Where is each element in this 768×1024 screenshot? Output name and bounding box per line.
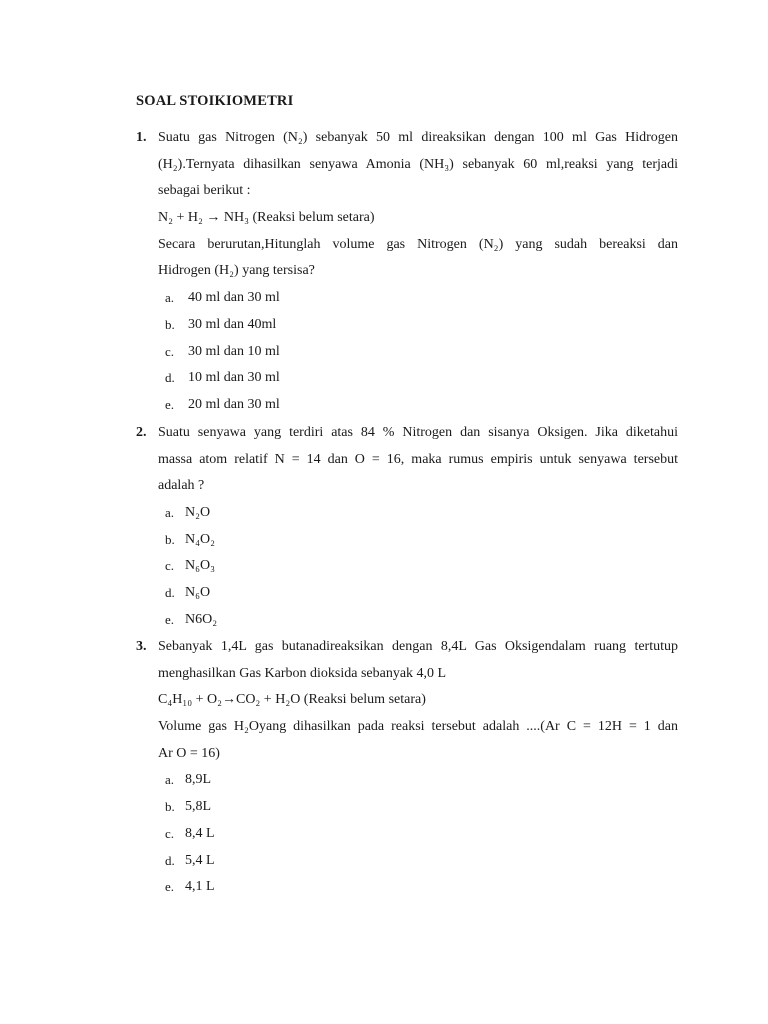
question-line: Sebanyak 1,4L gas butanadireaksikan dengan 8,4L Gas Oksigendalam ruang tertutup: [158, 639, 678, 654]
option-text: 8,9L: [185, 772, 212, 788]
answer-option: [158, 607, 678, 634]
option-text: N6O₂: [185, 611, 218, 627]
option-letter: e.: [165, 879, 175, 895]
answer-option: [158, 500, 678, 527]
question-number: 1.: [136, 130, 147, 145]
answer-option: [158, 339, 678, 366]
question-line: massa atom relatif N = 14 dan O = 16, maka rumus empiris untuk senyawa tersebut: [158, 451, 678, 467]
question-line: adalah ?: [158, 478, 205, 494]
question-line: Ar O = 16): [158, 745, 220, 761]
option-letter: e.: [165, 611, 175, 627]
option-letter: a.: [165, 505, 175, 521]
option-letter: b.: [165, 531, 175, 547]
answer-option: [158, 821, 678, 848]
option-text: 20 ml dan 30 ml: [188, 396, 280, 412]
question-line: Suatu gas Nitrogen (N₂) sebanyak 50 ml direaksikan dengan 100 ml Gas Hidrogen: [158, 130, 678, 145]
option-letter: a.: [165, 772, 175, 788]
option-letter: b.: [165, 799, 175, 815]
option-text: 40 ml dan 30 ml: [188, 290, 280, 306]
question-number: 2.: [136, 425, 147, 440]
answer-option: [158, 527, 678, 554]
option-text: 5,8L: [185, 799, 212, 815]
question-number: 3.: [136, 639, 147, 654]
option-letter: d.: [165, 585, 175, 601]
answer-option: [158, 580, 678, 607]
question-body: [158, 634, 678, 901]
question-body: [158, 420, 678, 634]
question-line: Volume gas H₂Oyang dihasilkan pada reaksi tersebut adalah ....(Ar C = 12H = 1 dan: [158, 719, 678, 735]
option-text: 4,1 L: [185, 879, 215, 895]
option-text: 5,4 L: [185, 852, 215, 868]
reaction-equation: N₂ + H₂ → NH₃ (Reaksi belum setara): [158, 210, 375, 226]
answer-option: [158, 365, 678, 392]
question-line: Suatu senyawa yang terdiri atas 84 % Nitrogen dan sisanya Oksigen. Jika diketahui: [158, 425, 678, 440]
option-letter: e.: [165, 396, 175, 412]
question-line: sebagai berikut :: [158, 183, 251, 199]
option-text: 10 ml dan 30 ml: [188, 370, 280, 386]
reaction-equation: C₄H₁₀ + O₂→CO₂ + H₂O (Reaksi belum setara): [158, 692, 426, 708]
option-letter: d.: [165, 852, 175, 868]
page-title: SOAL STOIKIOMETRI: [136, 93, 294, 109]
option-text: N₄O₂: [185, 531, 215, 547]
option-text: N₆O: [185, 585, 211, 601]
answer-option: [158, 794, 678, 821]
answer-option: [158, 874, 678, 901]
option-text: 8,4 L: [185, 825, 215, 841]
option-text: 30 ml dan 40ml: [188, 316, 277, 332]
question-line: Secara berurutan,Hitunglah volume gas Nitrogen (N₂) yang sudah bereaksi dan: [158, 236, 678, 252]
option-letter: c.: [165, 343, 175, 359]
question-body: [158, 125, 678, 419]
answer-option: [158, 767, 678, 794]
question-line: (H₂).Ternyata dihasilkan senyawa Amonia (NH₃) sebanyak 60 ml,reaksi yang terjadi: [158, 156, 678, 172]
answer-option: [158, 312, 678, 339]
option-letter: c.: [165, 825, 175, 841]
answer-option: [158, 848, 678, 875]
option-letter: b.: [165, 316, 175, 332]
option-letter: a.: [165, 290, 175, 306]
option-text: N₆O₃: [185, 558, 215, 574]
option-text: 30 ml dan 10 ml: [188, 343, 280, 359]
answer-option: [158, 553, 678, 580]
option-letter: c.: [165, 558, 175, 574]
answer-option: [158, 285, 678, 312]
question-line: Hidrogen (H₂) yang tersisa?: [158, 263, 315, 279]
option-letter: d.: [165, 370, 175, 386]
answer-option: [158, 392, 678, 419]
question-line: menghasilkan Gas Karbon dioksida sebanyak 4,0 L: [158, 665, 447, 681]
option-text: N₂O: [185, 505, 211, 521]
